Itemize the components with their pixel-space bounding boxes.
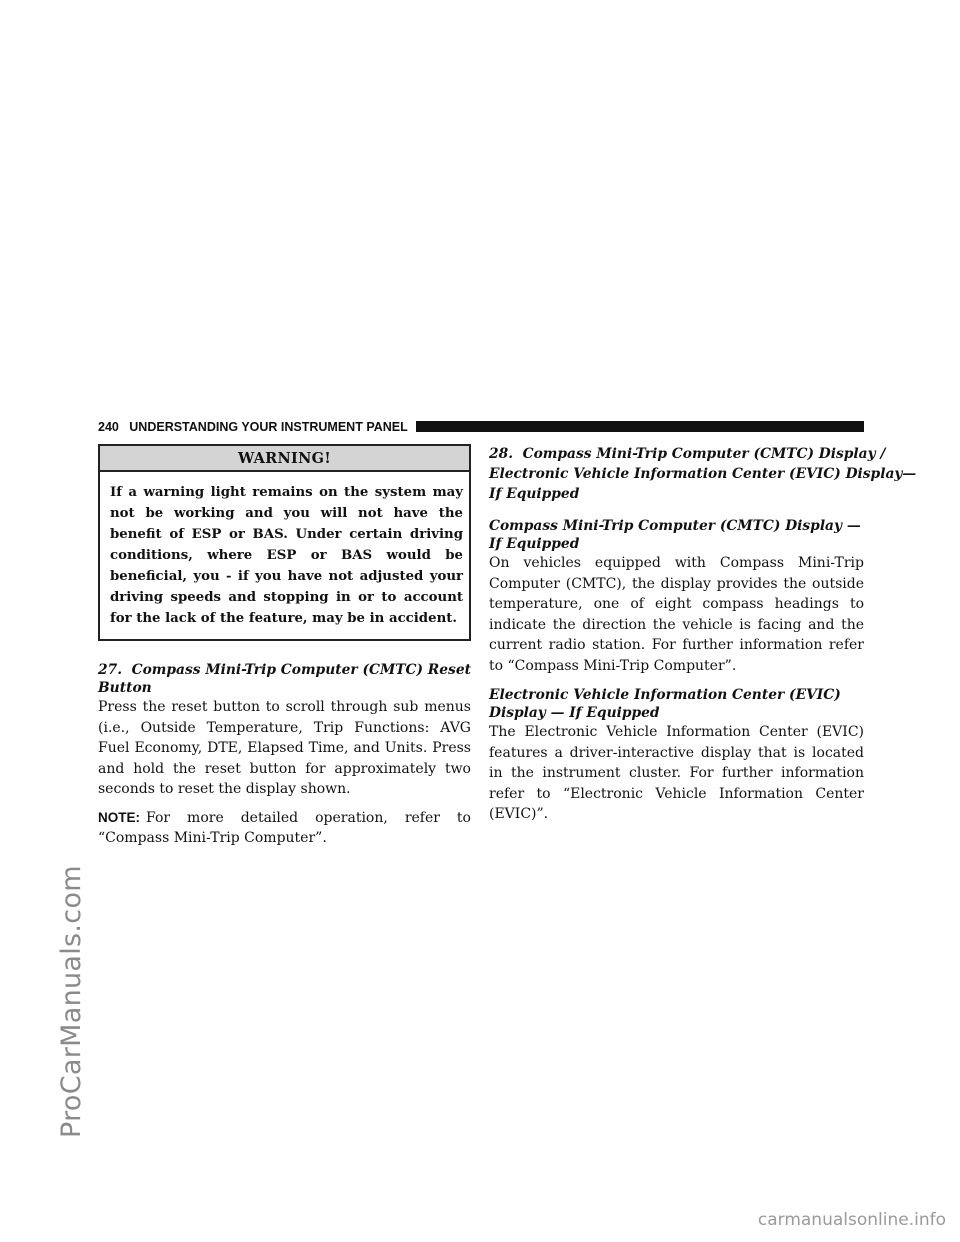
header-rule-bar [416,421,864,432]
section-27-heading-line2: Button [98,680,152,696]
left-column [98,444,471,849]
note-text: For more detailed operation, refer to “Compass Mini-Trip Computer”. [98,809,471,846]
warning-box [98,444,471,641]
watermark-carmanualsonline: carmanualsonline.info [757,1210,946,1230]
warning-body: If a warning light remains on the system may not be working and you will not have the benefit of ESP or BAS. Under certain driving conditions, where ESP or BAS would be beneficial, you - if you have not adjusted your driving speeds and stopping in or to account for the lack of the feature, may be in accident. [110,485,463,626]
page-header-text: 240 UNDERSTANDING YOUR INSTRUMENT PANEL [98,419,416,435]
right-column [489,444,917,825]
note-label: NOTE: [98,809,140,825]
cmtc-body: On vehicles equipped with Compass Mini-Trip Computer (CMTC), the display provides the outside temperature, one of eight compass headings to indicate the direction the vehicle is facing and the current radio station. For further information refer to “Compass Mini-Trip Computer”. [489,555,864,674]
evic-heading-line2: Display — If Equipped [489,705,660,721]
evic-heading [489,686,864,722]
warning-title: WARNING! [100,446,469,472]
section-28-heading-line2: Electronic Vehicle Information Center (EVIC) Display— [489,466,917,482]
cmtc-heading-line2: If Equipped [489,536,580,552]
watermark-procarmanuals: ProCarManuals.com [56,865,87,1138]
evic-heading-line1: Electronic Vehicle Information Center (EVIC) [489,687,841,703]
cmtc-heading-line1: Compass Mini-Trip Computer (CMTC) Display — [489,518,861,534]
section-27-heading [98,661,471,697]
section-27-body: Press the reset button to scroll through sub menus (i.e., Outside Temperature, Trip Functions: AVG Fuel Economy, DTE, Elapsed Time, and Units. Press and hold the reset button for approximately two seconds to reset the display shown. [98,699,471,797]
evic-body: The Electronic Vehicle Information Center (EVIC) features a driver-interactive display that is located in the instrument cluster. For further information refer to “Electronic Vehicle Information Center (EVIC)”. [489,724,864,822]
page-header [98,419,864,435]
section-28-heading-line1: 28. Compass Mini-Trip Computer (CMTC) Display / [489,446,886,462]
note-paragraph [98,808,471,849]
section-27-heading-line1: 27. Compass Mini-Trip Computer (CMTC) Reset [98,662,471,678]
section-28-heading-line3: If Equipped [489,486,580,502]
section-28-heading [489,444,917,504]
cmtc-heading [489,517,864,553]
